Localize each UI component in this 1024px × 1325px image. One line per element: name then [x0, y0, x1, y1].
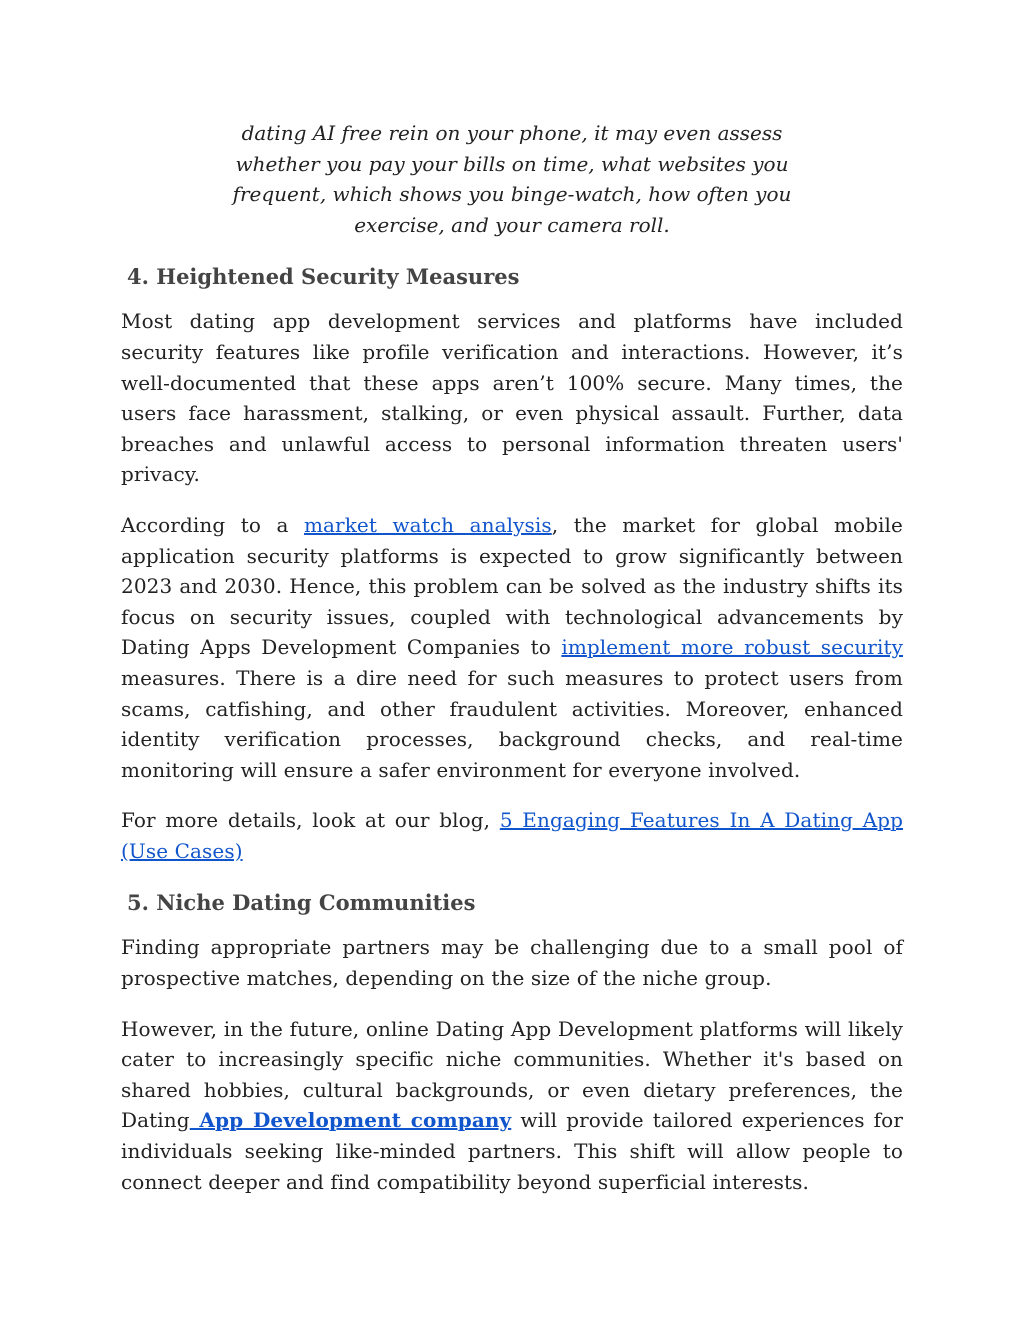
paragraph-text: According to a — [121, 512, 304, 537]
app-development-company-link[interactable]: App Development company — [189, 1108, 512, 1133]
security-paragraph-2 — [121, 510, 903, 785]
section-heading-security: 4. Heightened Security Measures — [127, 264, 520, 290]
market-watch-analysis-link[interactable]: market watch analysis — [303, 512, 552, 537]
niche-paragraph-2 — [121, 1014, 903, 1198]
paragraph-text: However, in the future, online Dating App Development platforms will likely cater to increasingly specific niche communities. Whether it's based on shared hobbies, cultural backgrounds, or even dietary preferences, the Dating — [121, 1016, 903, 1133]
implement-security-link[interactable]: implement more robust security — [561, 635, 903, 660]
document-page — [121, 118, 903, 1217]
paragraph-text: measures. There is a dire need for such measures to protect users from scams, catfishing, and other fraudulent activities. Moreover, enhanced identity verification processes, background checks, and real-time monitoring will ensure a safer environment for everyone involved. — [121, 665, 903, 782]
paragraph-text: For more details, look at our blog, — [121, 808, 500, 833]
blog-reference-paragraph — [121, 805, 903, 866]
quote-block: dating AI free rein on your phone, it may even assess whether you pay your bills on time, what websites you frequent, which shows you binge-watch, how often you exercise, and your camera roll. — [232, 121, 792, 237]
security-paragraph-1: Most dating app development services and platforms have included security features like profile verification and interactions. However, it’s well-documented that these apps aren’t 100% secure. Many times, the users face harassment, stalking, or even physical assault. Further, data breaches and unlawful access to personal information threaten users' privacy. — [121, 309, 903, 487]
paragraph-text: will provide tailored experiences for individuals seeking like-minded partners. This shift will allow people to connect deeper and find compatibility beyond superficial interests. — [121, 1108, 903, 1194]
paragraph-text: , the market for global mobile application security platforms is expected to grow significantly between 2023 and 2030. Hence, this problem can be solved as the industry shifts its focus on security issues, coupled with technological advancements by Dating Apps Development Companies to — [121, 512, 903, 660]
engaging-features-blog-link[interactable]: 5 Engaging Features In A Dating App (Use Cases) — [121, 808, 903, 863]
niche-paragraph-1: Finding appropriate partners may be challenging due to a small pool of prospective matches, depending on the size of the niche group. — [121, 935, 903, 991]
section-heading-niche: 5. Niche Dating Communities — [127, 890, 476, 916]
